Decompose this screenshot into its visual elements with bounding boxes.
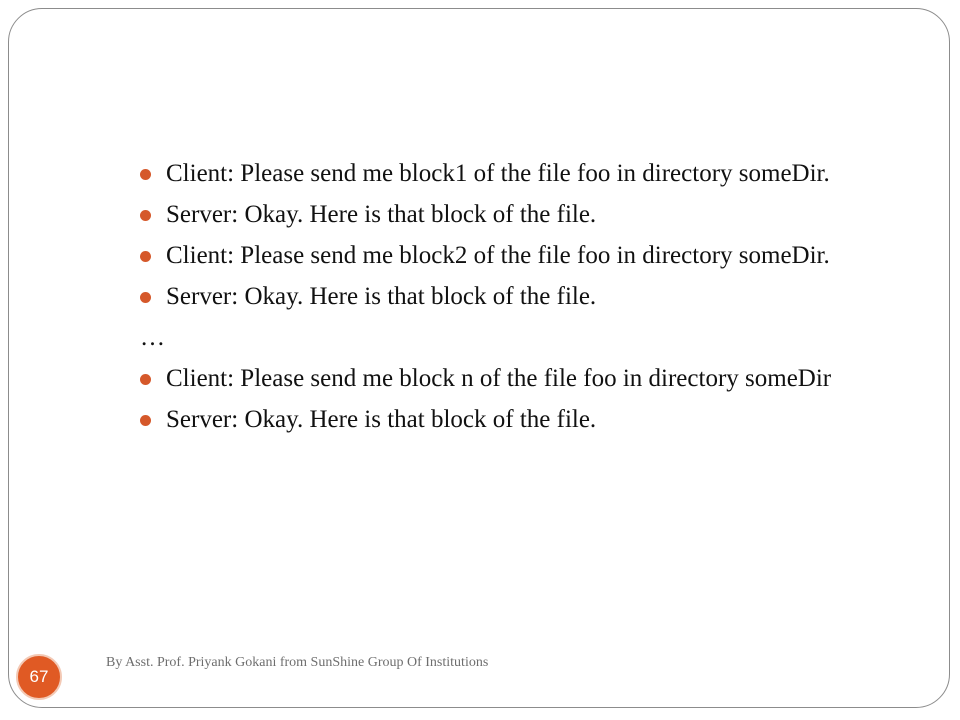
bullet-item (140, 238, 860, 274)
bullet-text: Client: Please send me block2 of the file foo in directory someDir. (166, 242, 830, 269)
page-number-badge: 67 (16, 654, 62, 700)
bullet-item (140, 156, 860, 192)
bullet-dot-icon (140, 210, 151, 221)
bullet-text: Server: Okay. Here is that block of the file. (166, 406, 597, 433)
bullet-text: Client: Please send me block1 of the file foo in directory someDir. (166, 160, 830, 187)
bullet-dot-icon (140, 169, 151, 180)
bullet-text: Server: Okay. Here is that block of the file. (166, 283, 597, 310)
bullet-item (140, 197, 860, 233)
bullet-dot-icon (140, 292, 151, 303)
ellipsis-line: … (140, 324, 168, 351)
bullet-text: Client: Please send me block n of the file foo in directory someDir (166, 365, 832, 392)
bullet-text: Server: Okay. Here is that block of the file. (166, 201, 597, 228)
bullet-item (140, 402, 860, 438)
bullet-dot-icon (140, 415, 151, 426)
bullet-list (140, 156, 860, 438)
bullet-dot-icon (140, 374, 151, 385)
bullet-dot-icon (140, 251, 151, 262)
bullet-item (140, 279, 860, 315)
footer-author: By Asst. Prof. Priyank Gokani from SunShine Group Of Institutions (106, 655, 489, 670)
bullet-item (140, 361, 860, 397)
